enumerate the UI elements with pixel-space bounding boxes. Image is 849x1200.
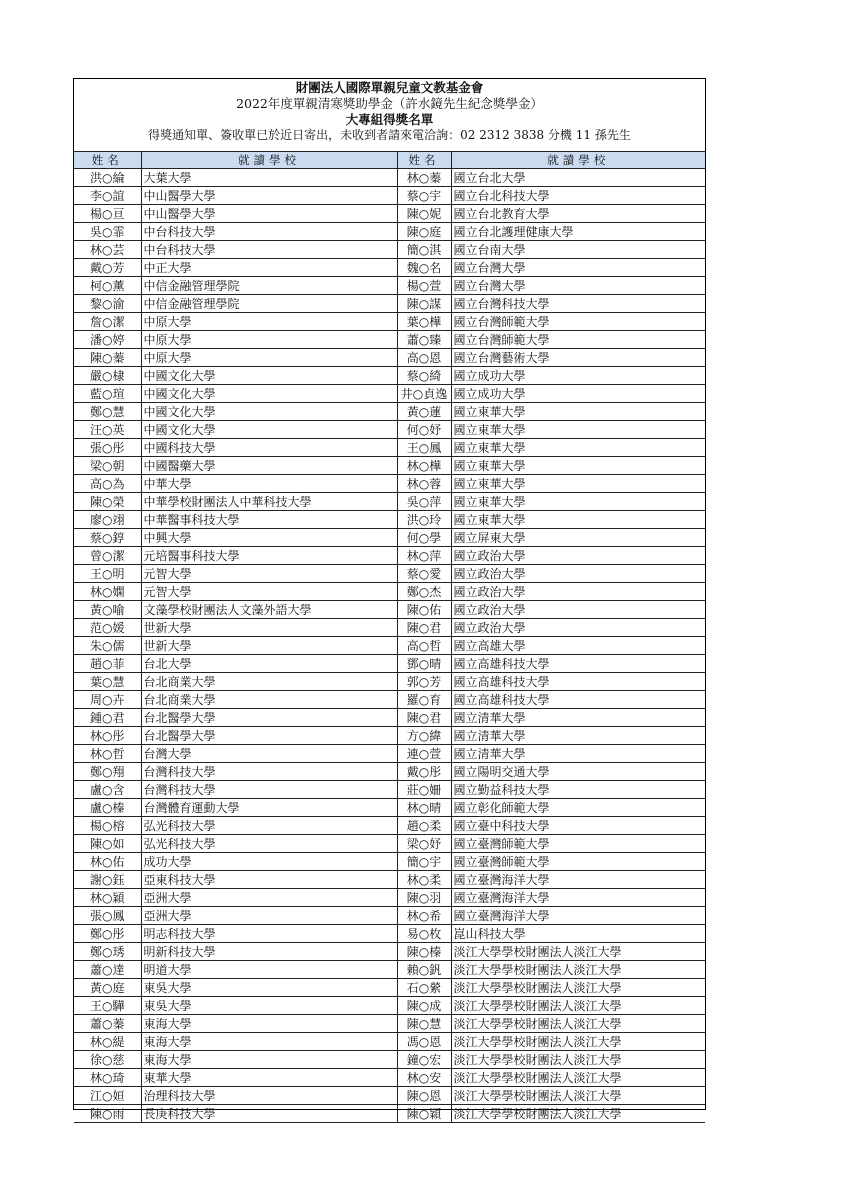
school-header-right: 就讀學校	[451, 152, 705, 169]
student-name-left: 林○緹	[74, 1033, 141, 1051]
table-row	[74, 277, 705, 295]
school-name-right: 國立台灣科技大學	[451, 295, 705, 313]
school-name-left: 中國文化大學	[141, 403, 397, 421]
student-name-right: 陳○羽	[397, 889, 451, 907]
table-row	[74, 871, 705, 889]
student-name-left: 梁○朝	[74, 457, 141, 475]
school-name-right: 國立政治大學	[451, 583, 705, 601]
student-name-right: 陳○妮	[397, 205, 451, 223]
student-name-left: 徐○慈	[74, 1051, 141, 1069]
student-name-right: 林○萍	[397, 547, 451, 565]
table-row	[74, 241, 705, 259]
student-name-left: 吳○霏	[74, 223, 141, 241]
school-name-right: 國立屏東大學	[451, 529, 705, 547]
school-name-right: 淡江大學學校財團法人淡江大學	[451, 1105, 705, 1123]
school-name-left: 中國文化大學	[141, 367, 397, 385]
student-name-right: 梁○妤	[397, 835, 451, 853]
table-row	[74, 853, 705, 871]
student-name-left: 柯○薰	[74, 277, 141, 295]
school-name-left: 台灣體育運動大學	[141, 799, 397, 817]
student-name-right: 易○枚	[397, 925, 451, 943]
school-name-left: 東海大學	[141, 1033, 397, 1051]
student-name-right: 魏○名	[397, 259, 451, 277]
table-row	[74, 259, 705, 277]
student-name-right: 葉○樺	[397, 313, 451, 331]
table-row	[74, 439, 705, 457]
table-row	[74, 943, 705, 961]
table-row	[74, 331, 705, 349]
student-name-right: 林○希	[397, 907, 451, 925]
school-name-right: 國立政治大學	[451, 601, 705, 619]
school-name-right: 淡江大學學校財團法人淡江大學	[451, 961, 705, 979]
school-name-left: 東吳大學	[141, 997, 397, 1015]
student-name-left: 鄭○翔	[74, 763, 141, 781]
table-row	[74, 493, 705, 511]
student-name-left: 鄭○琇	[74, 943, 141, 961]
school-name-left: 長庚科技大學	[141, 1105, 397, 1123]
school-name-left: 台灣大學	[141, 745, 397, 763]
table-row	[74, 295, 705, 313]
table-row	[74, 637, 705, 655]
table-row	[74, 457, 705, 475]
school-name-right: 國立東華大學	[451, 511, 705, 529]
student-name-left: 潘○婷	[74, 331, 141, 349]
school-name-left: 成功大學	[141, 853, 397, 871]
school-name-left: 中國醫藥大學	[141, 457, 397, 475]
school-name-left: 東海大學	[141, 1051, 397, 1069]
student-name-left: 陳○如	[74, 835, 141, 853]
student-name-left: 汪○英	[74, 421, 141, 439]
school-name-left: 中原大學	[141, 349, 397, 367]
table-row	[74, 169, 705, 187]
student-name-left: 盧○榛	[74, 799, 141, 817]
student-name-right: 陳○庭	[397, 223, 451, 241]
table-row	[74, 781, 705, 799]
student-name-right: 高○恩	[397, 349, 451, 367]
student-name-right: 鄭○杰	[397, 583, 451, 601]
student-name-left: 張○彤	[74, 439, 141, 457]
student-name-right: 簡○淇	[397, 241, 451, 259]
student-name-left: 黃○庭	[74, 979, 141, 997]
school-name-right: 國立台灣師範大學	[451, 313, 705, 331]
table-row	[74, 619, 705, 637]
school-name-right: 國立高雄科技大學	[451, 655, 705, 673]
student-name-right: 蔡○綺	[397, 367, 451, 385]
student-name-left: 江○姮	[74, 1087, 141, 1105]
student-name-left: 林○佑	[74, 853, 141, 871]
school-name-right: 國立高雄科技大學	[451, 673, 705, 691]
student-name-left: 王○明	[74, 565, 141, 583]
student-name-left: 嚴○棣	[74, 367, 141, 385]
school-name-left: 治理科技大學	[141, 1087, 397, 1105]
school-name-right: 國立台灣大學	[451, 259, 705, 277]
school-name-right: 國立東華大學	[451, 439, 705, 457]
student-name-right: 黃○蓮	[397, 403, 451, 421]
student-name-right: 鐘○宏	[397, 1051, 451, 1069]
student-name-left: 楊○亘	[74, 205, 141, 223]
table-row	[74, 655, 705, 673]
table-row	[74, 1051, 705, 1069]
school-name-right: 國立陽明交通大學	[451, 763, 705, 781]
student-name-right: 吳○萍	[397, 493, 451, 511]
student-name-left: 鄭○慧	[74, 403, 141, 421]
table-row	[74, 925, 705, 943]
student-name-left: 詹○潔	[74, 313, 141, 331]
award-list-sheet	[73, 78, 706, 1121]
school-name-left: 明志科技大學	[141, 925, 397, 943]
student-name-left: 林○琦	[74, 1069, 141, 1087]
table-row	[74, 691, 705, 709]
table-row	[74, 1105, 705, 1123]
student-name-right: 林○晴	[397, 799, 451, 817]
school-name-right: 國立彰化師範大學	[451, 799, 705, 817]
student-name-right: 王○鳳	[397, 439, 451, 457]
student-name-left: 李○誼	[74, 187, 141, 205]
student-name-left: 林○彤	[74, 727, 141, 745]
student-name-left: 陳○蓁	[74, 349, 141, 367]
school-name-left: 中信金融管理學院	[141, 295, 397, 313]
school-name-left: 東吳大學	[141, 979, 397, 997]
table-row	[74, 907, 705, 925]
school-name-right: 國立清華大學	[451, 727, 705, 745]
table-row	[74, 799, 705, 817]
school-name-left: 元培醫事科技大學	[141, 547, 397, 565]
student-name-left: 朱○儒	[74, 637, 141, 655]
org-title: 財團法人國際單親兒童文教基金會	[295, 80, 484, 95]
school-name-right: 國立台北教育大學	[451, 205, 705, 223]
table-body	[74, 169, 705, 1123]
table-row	[74, 529, 705, 547]
student-name-right: 高○哲	[397, 637, 451, 655]
student-name-right: 何○妤	[397, 421, 451, 439]
student-name-left: 謝○鈺	[74, 871, 141, 889]
school-name-left: 明道大學	[141, 961, 397, 979]
student-name-right: 陳○成	[397, 997, 451, 1015]
student-name-left: 黎○渝	[74, 295, 141, 313]
school-name-right: 淡江大學學校財團法人淡江大學	[451, 1087, 705, 1105]
student-name-right: 郭○芳	[397, 673, 451, 691]
table-row	[74, 475, 705, 493]
school-name-left: 台北醫學大學	[141, 727, 397, 745]
school-name-left: 元智大學	[141, 583, 397, 601]
student-name-right: 林○蓉	[397, 475, 451, 493]
student-name-left: 王○驊	[74, 997, 141, 1015]
school-name-left: 台北大學	[141, 655, 397, 673]
student-name-left: 陳○榮	[74, 493, 141, 511]
school-name-right: 國立台灣藝術大學	[451, 349, 705, 367]
school-name-left: 弘光科技大學	[141, 835, 397, 853]
student-name-right: 林○柔	[397, 871, 451, 889]
school-name-right: 淡江大學學校財團法人淡江大學	[451, 943, 705, 961]
student-name-right: 林○蓁	[397, 169, 451, 187]
student-name-right: 賴○釩	[397, 961, 451, 979]
student-name-left: 范○媛	[74, 619, 141, 637]
school-name-right: 淡江大學學校財團法人淡江大學	[451, 979, 705, 997]
student-name-left: 蕭○達	[74, 961, 141, 979]
school-name-left: 世新大學	[141, 619, 397, 637]
student-name-right: 林○樺	[397, 457, 451, 475]
school-name-left: 東海大學	[141, 1015, 397, 1033]
table-row	[74, 745, 705, 763]
table-row	[74, 727, 705, 745]
school-name-right: 國立成功大學	[451, 367, 705, 385]
student-name-right: 羅○育	[397, 691, 451, 709]
student-name-right: 陳○君	[397, 709, 451, 727]
school-name-left: 中山醫學大學	[141, 205, 397, 223]
school-name-left: 中華醫事科技大學	[141, 511, 397, 529]
student-name-right: 趙○柔	[397, 817, 451, 835]
table-row	[74, 817, 705, 835]
school-name-left: 弘光科技大學	[141, 817, 397, 835]
school-header-left: 就讀學校	[141, 152, 397, 169]
school-name-left: 中原大學	[141, 313, 397, 331]
school-name-right: 國立台北護理健康大學	[451, 223, 705, 241]
school-name-left: 亞洲大學	[141, 907, 397, 925]
school-name-right: 國立台北科技大學	[451, 187, 705, 205]
student-name-left: 高○為	[74, 475, 141, 493]
table-row	[74, 511, 705, 529]
student-name-left: 廖○翊	[74, 511, 141, 529]
student-name-right: 蔡○愛	[397, 565, 451, 583]
school-name-right: 國立東華大學	[451, 457, 705, 475]
table-row	[74, 1087, 705, 1105]
school-name-right: 淡江大學學校財團法人淡江大學	[451, 1051, 705, 1069]
school-name-left: 台灣科技大學	[141, 763, 397, 781]
school-name-right: 國立東華大學	[451, 421, 705, 439]
school-name-right: 淡江大學學校財團法人淡江大學	[451, 1069, 705, 1087]
student-name-left: 陳○雨	[74, 1105, 141, 1123]
school-name-right: 國立台北大學	[451, 169, 705, 187]
school-name-left: 中華學校財團法人中華科技大學	[141, 493, 397, 511]
student-name-right: 鄧○晴	[397, 655, 451, 673]
school-name-right: 國立台灣師範大學	[451, 331, 705, 349]
school-name-right: 國立台南大學	[451, 241, 705, 259]
table-row	[74, 961, 705, 979]
student-name-left: 楊○榕	[74, 817, 141, 835]
school-name-left: 中台科技大學	[141, 223, 397, 241]
student-name-left: 洪○綸	[74, 169, 141, 187]
school-name-right: 淡江大學學校財團法人淡江大學	[451, 1015, 705, 1033]
school-name-left: 世新大學	[141, 637, 397, 655]
school-name-right: 國立政治大學	[451, 547, 705, 565]
table-row	[74, 763, 705, 781]
student-name-right: 蕭○臻	[397, 331, 451, 349]
student-name-right: 陳○榛	[397, 943, 451, 961]
student-name-left: 鍾○君	[74, 709, 141, 727]
school-name-left: 中原大學	[141, 331, 397, 349]
school-name-left: 台灣科技大學	[141, 781, 397, 799]
table-row	[74, 601, 705, 619]
school-name-right: 國立臺灣師範大學	[451, 835, 705, 853]
group-title: 大專組得獎名單	[345, 112, 434, 127]
school-name-left: 中國科技大學	[141, 439, 397, 457]
school-name-right: 國立高雄大學	[451, 637, 705, 655]
table-row	[74, 1033, 705, 1051]
student-name-right: 陳○謀	[397, 295, 451, 313]
table-row	[74, 403, 705, 421]
school-name-right: 國立東華大學	[451, 403, 705, 421]
student-name-right: 何○學	[397, 529, 451, 547]
school-name-right: 淡江大學學校財團法人淡江大學	[451, 997, 705, 1015]
school-name-right: 國立政治大學	[451, 619, 705, 637]
student-name-left: 林○芸	[74, 241, 141, 259]
table-row	[74, 1069, 705, 1087]
student-name-right: 楊○萱	[397, 277, 451, 295]
school-name-left: 中台科技大學	[141, 241, 397, 259]
student-name-left: 林○嫻	[74, 583, 141, 601]
school-name-right: 崑山科技大學	[451, 925, 705, 943]
student-name-left: 張○鳳	[74, 907, 141, 925]
school-name-right: 國立勤益科技大學	[451, 781, 705, 799]
student-name-right: 簡○宇	[397, 853, 451, 871]
school-name-right: 國立成功大學	[451, 385, 705, 403]
student-name-left: 戴○芳	[74, 259, 141, 277]
student-name-left: 周○卉	[74, 691, 141, 709]
table-row	[74, 583, 705, 601]
student-name-right: 連○萱	[397, 745, 451, 763]
student-name-left: 曾○潔	[74, 547, 141, 565]
table-row	[74, 565, 705, 583]
school-name-right: 國立清華大學	[451, 709, 705, 727]
student-name-right: 莊○姍	[397, 781, 451, 799]
table-row	[74, 313, 705, 331]
notice-text: 得獎通知單、簽收單已於近日寄出，未收到者請來電洽詢：02 2312 3838 分機 11 孫先生	[148, 128, 631, 142]
student-name-right: 方○緯	[397, 727, 451, 745]
school-name-right: 國立高雄科技大學	[451, 691, 705, 709]
school-name-left: 中華大學	[141, 475, 397, 493]
table-row	[74, 187, 705, 205]
table-row	[74, 709, 705, 727]
table-row	[74, 547, 705, 565]
school-name-left: 中信金融管理學院	[141, 277, 397, 295]
school-name-right: 國立台灣大學	[451, 277, 705, 295]
school-name-left: 中正大學	[141, 259, 397, 277]
school-name-left: 中國文化大學	[141, 385, 397, 403]
school-name-left: 文藻學校財團法人文藻外語大學	[141, 601, 397, 619]
student-name-left: 黃○喻	[74, 601, 141, 619]
name-header-right: 姓名	[397, 152, 451, 169]
student-name-left: 藍○瑄	[74, 385, 141, 403]
table-row	[74, 367, 705, 385]
table-row	[74, 889, 705, 907]
program-title: 2022年度單親清寒獎助學金（許水鏡先生紀念獎學金）	[236, 96, 543, 111]
student-name-right: 陳○佑	[397, 601, 451, 619]
school-name-left: 亞洲大學	[141, 889, 397, 907]
student-name-right: 洪○玲	[397, 511, 451, 529]
school-name-left: 亞東科技大學	[141, 871, 397, 889]
school-name-right: 國立清華大學	[451, 745, 705, 763]
table-row	[74, 421, 705, 439]
school-name-right: 國立東華大學	[451, 493, 705, 511]
student-name-left: 趙○菲	[74, 655, 141, 673]
table-row	[74, 223, 705, 241]
table-row	[74, 673, 705, 691]
student-name-left: 蔡○錞	[74, 529, 141, 547]
table-row	[74, 1015, 705, 1033]
school-name-right: 國立臺中科技大學	[451, 817, 705, 835]
student-name-right: 戴○彤	[397, 763, 451, 781]
student-name-right: 陳○恩	[397, 1087, 451, 1105]
student-name-left: 盧○含	[74, 781, 141, 799]
student-name-right: 井○貞逸	[397, 385, 451, 403]
student-name-right: 石○縈	[397, 979, 451, 997]
school-name-right: 國立臺灣海洋大學	[451, 871, 705, 889]
student-name-left: 林○哲	[74, 745, 141, 763]
school-name-left: 中山醫學大學	[141, 187, 397, 205]
school-name-left: 台北商業大學	[141, 691, 397, 709]
student-name-right: 林○安	[397, 1069, 451, 1087]
table-header-row	[74, 152, 705, 169]
table-row	[74, 205, 705, 223]
student-name-left: 蕭○蓁	[74, 1015, 141, 1033]
award-table	[74, 151, 705, 1123]
student-name-right: 陳○慧	[397, 1015, 451, 1033]
school-name-left: 台北醫學大學	[141, 709, 397, 727]
student-name-left: 葉○慧	[74, 673, 141, 691]
student-name-left: 鄭○彤	[74, 925, 141, 943]
school-name-right: 國立政治大學	[451, 565, 705, 583]
school-name-right: 國立臺灣海洋大學	[451, 907, 705, 925]
table-row	[74, 385, 705, 403]
school-name-left: 東華大學	[141, 1069, 397, 1087]
school-name-left: 元智大學	[141, 565, 397, 583]
table-row	[74, 835, 705, 853]
school-name-right: 淡江大學學校財團法人淡江大學	[451, 1033, 705, 1051]
student-name-right: 陳○君	[397, 619, 451, 637]
table-row	[74, 349, 705, 367]
school-name-right: 國立東華大學	[451, 475, 705, 493]
school-name-left: 台北商業大學	[141, 673, 397, 691]
school-name-left: 大葉大學	[141, 169, 397, 187]
student-name-left: 林○穎	[74, 889, 141, 907]
table-row	[74, 979, 705, 997]
name-header-left: 姓名	[74, 152, 141, 169]
student-name-right: 陳○穎	[397, 1105, 451, 1123]
school-name-right: 國立臺灣海洋大學	[451, 889, 705, 907]
student-name-right: 蔡○宇	[397, 187, 451, 205]
school-name-left: 中國文化大學	[141, 421, 397, 439]
school-name-right: 國立臺灣師範大學	[451, 853, 705, 871]
school-name-left: 中興大學	[141, 529, 397, 547]
table-row	[74, 997, 705, 1015]
student-name-right: 馮○恩	[397, 1033, 451, 1051]
school-name-left: 明新科技大學	[141, 943, 397, 961]
